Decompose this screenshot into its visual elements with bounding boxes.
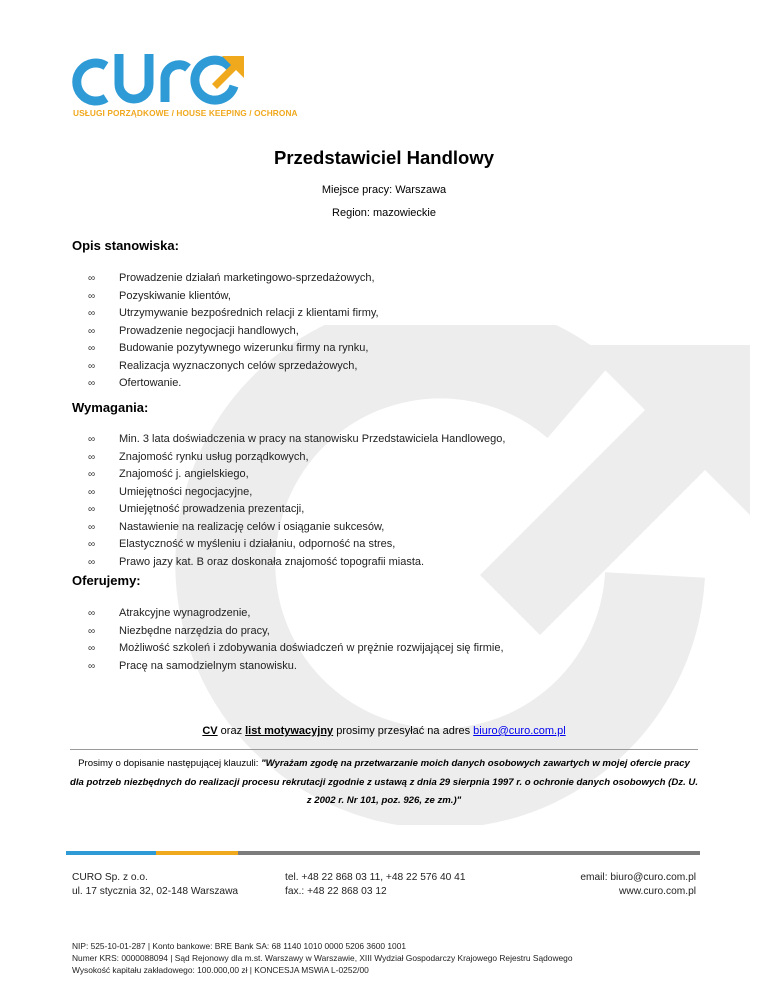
infinity-bullet-icon: ∞ bbox=[88, 556, 96, 568]
list-item bbox=[88, 501, 505, 519]
job-location: Miejsce pracy: Warszawa bbox=[321, 184, 447, 196]
section-heading-requirements: Wymagania: bbox=[72, 400, 149, 415]
watermark-logo-icon bbox=[150, 325, 750, 825]
infinity-bullet-icon: ∞ bbox=[88, 660, 96, 672]
legal-line-2: Numer KRS: 0000088094 | Sąd Rejonowy dla m.st. Warszawy w Warszawie, XIII Wydział Gospodarczy Krajowego Rejestru Sądowego bbox=[72, 953, 573, 964]
requirements-list bbox=[88, 431, 505, 571]
apply-text: prosimy przesyłać na adres bbox=[333, 725, 474, 737]
footer-company bbox=[72, 871, 238, 899]
divider bbox=[70, 749, 698, 750]
list-item bbox=[88, 431, 505, 449]
section-heading-offer: Oferujemy: bbox=[72, 573, 141, 588]
fax-number: fax.: +48 22 868 03 12 bbox=[285, 886, 387, 897]
clause-quote: "Wyrażam zgodę na przetwarzanie moich danych osobowych zawartych w mojej ofercie pracy dla potrzeb niezbędnych do realizacji procesu rekrutacji zgodnie z ustawą z dnia 29 sierpnia 1997 r. o ochronie danych osobowych (Dz. U. z 2002 r. Nr 101, poz. 926, ze zm.)" bbox=[70, 758, 699, 806]
infinity-bullet-icon: ∞ bbox=[88, 325, 96, 337]
list-item-text: Znajomość j. angielskiego, bbox=[119, 468, 249, 480]
list-item bbox=[88, 288, 379, 306]
company-address: ul. 17 stycznia 32, 02-148 Warszawa bbox=[72, 886, 239, 897]
footer-bar-blue bbox=[66, 851, 156, 855]
infinity-bullet-icon: ∞ bbox=[88, 378, 96, 389]
list-item bbox=[88, 640, 504, 658]
footer-bar-orange bbox=[156, 851, 238, 855]
list-item-text: Nastawienie na realizację celów i osiąganie sukcesów, bbox=[119, 520, 385, 533]
infinity-bullet-icon: ∞ bbox=[88, 451, 96, 463]
list-item bbox=[88, 270, 379, 288]
list-item bbox=[88, 536, 505, 554]
list-item bbox=[88, 305, 379, 323]
list-item bbox=[88, 323, 379, 341]
legal-line-1: NIP: 525-10-01-287 | Konto bankowe: BRE Bank SA: 68 1140 1010 0000 5206 3600 1001 bbox=[72, 941, 407, 951]
list-item-text: Umiejętność prowadzenia prezentacji, bbox=[119, 503, 305, 515]
infinity-bullet-icon: ∞ bbox=[88, 343, 96, 354]
cover-letter-label: list motywacyjny bbox=[245, 725, 334, 737]
infinity-bullet-icon: ∞ bbox=[88, 625, 96, 637]
infinity-bullet-icon: ∞ bbox=[88, 504, 96, 515]
list-item-text: Budowanie pozytywnego wizerunku firmy na rynku, bbox=[119, 342, 369, 354]
list-item bbox=[88, 605, 504, 623]
list-item bbox=[88, 340, 379, 358]
list-item-text: Ofertowanie. bbox=[119, 377, 182, 389]
footer-phones bbox=[285, 871, 466, 899]
clause-intro: Prosimy o dopisanie następującej klauzuli: bbox=[78, 758, 262, 769]
footer-contact bbox=[580, 871, 696, 899]
and-text: oraz bbox=[217, 725, 246, 737]
list-item-text: Prowadzenie działań marketingowo-sprzedażowych, bbox=[119, 272, 375, 284]
footer-email[interactable]: email: biuro@curo.com.pl bbox=[580, 872, 696, 883]
infinity-bullet-icon: ∞ bbox=[88, 643, 96, 654]
infinity-bullet-icon: ∞ bbox=[88, 434, 96, 445]
list-item-text: Min. 3 lata doświadczenia w pracy na stanowisku Przedstawiciela Handlowego, bbox=[119, 433, 506, 445]
company-name: CURO Sp. z o.o. bbox=[72, 872, 148, 883]
infinity-bullet-icon: ∞ bbox=[88, 308, 96, 319]
footer-bar-gray bbox=[238, 851, 700, 855]
infinity-bullet-icon: ∞ bbox=[88, 521, 96, 533]
list-item-text: Znajomość rynku usług porządkowych, bbox=[119, 450, 309, 463]
list-item bbox=[88, 658, 504, 676]
page-title: Przedstawiciel Handlowy bbox=[273, 147, 494, 168]
phone-number: tel. +48 22 868 03 11, +48 22 576 40 41 bbox=[285, 872, 466, 883]
infinity-bullet-icon: ∞ bbox=[88, 273, 96, 284]
logo-tagline: USŁUGI PORZĄDKOWE / HOUSE KEEPING / OCHRONA bbox=[73, 108, 298, 118]
list-item-text: Atrakcyjne wynagrodzenie, bbox=[119, 607, 251, 619]
list-item bbox=[88, 554, 505, 572]
list-item bbox=[88, 358, 379, 376]
list-item-text: Realizacja wyznaczonych celów sprzedażowych, bbox=[119, 359, 358, 372]
list-item-text: Niezbędne narzędzia do pracy, bbox=[119, 624, 270, 637]
footer-website[interactable]: www.curo.com.pl bbox=[619, 886, 696, 897]
list-item-text: Pracę na samodzielnym stanowisku. bbox=[119, 659, 297, 672]
list-item-text: Pozyskiwanie klientów, bbox=[119, 289, 231, 302]
infinity-bullet-icon: ∞ bbox=[88, 469, 96, 480]
application-instructions bbox=[0, 725, 768, 737]
legal-info bbox=[72, 940, 572, 977]
list-item-text: Umiejętności negocjacyjne, bbox=[119, 485, 253, 498]
section-heading-description: Opis stanowiska: bbox=[72, 238, 179, 253]
infinity-bullet-icon: ∞ bbox=[88, 290, 96, 302]
email-link[interactable]: biuro@curo.com.pl bbox=[473, 725, 566, 737]
infinity-bullet-icon: ∞ bbox=[88, 539, 96, 550]
offer-list bbox=[88, 605, 504, 675]
list-item-text: Prowadzenie negocjacji handlowych, bbox=[119, 324, 299, 337]
list-item-text: Prawo jazy kat. B oraz doskonała znajomość topografii miasta. bbox=[119, 555, 425, 568]
infinity-bullet-icon: ∞ bbox=[88, 360, 96, 372]
legal-line-3: Wysokość kapitału zakładowego: 100.000,00 zł | KONCESJA MSWiA L-0252/00 bbox=[72, 965, 369, 976]
list-item-text: Możliwość szkoleń i zdobywania doświadczeń w prężnie rozwijającej się firmie, bbox=[119, 642, 504, 654]
list-item bbox=[88, 375, 379, 393]
list-item bbox=[88, 449, 505, 467]
list-item-text: Utrzymywanie bezpośrednich relacji z klientami firmy, bbox=[119, 307, 379, 319]
job-region: Region: mazowieckie bbox=[332, 207, 436, 219]
infinity-bullet-icon: ∞ bbox=[88, 486, 96, 498]
list-item bbox=[88, 484, 505, 502]
list-item bbox=[88, 466, 505, 484]
list-item-text: Elastyczność w myśleniu i działaniu, odporność na stres, bbox=[119, 538, 396, 550]
description-list bbox=[88, 270, 379, 393]
list-item bbox=[88, 623, 504, 641]
cv-label: CV bbox=[202, 725, 218, 737]
infinity-bullet-icon: ∞ bbox=[88, 608, 96, 619]
list-item bbox=[88, 519, 505, 537]
gdpr-clause bbox=[70, 755, 698, 811]
